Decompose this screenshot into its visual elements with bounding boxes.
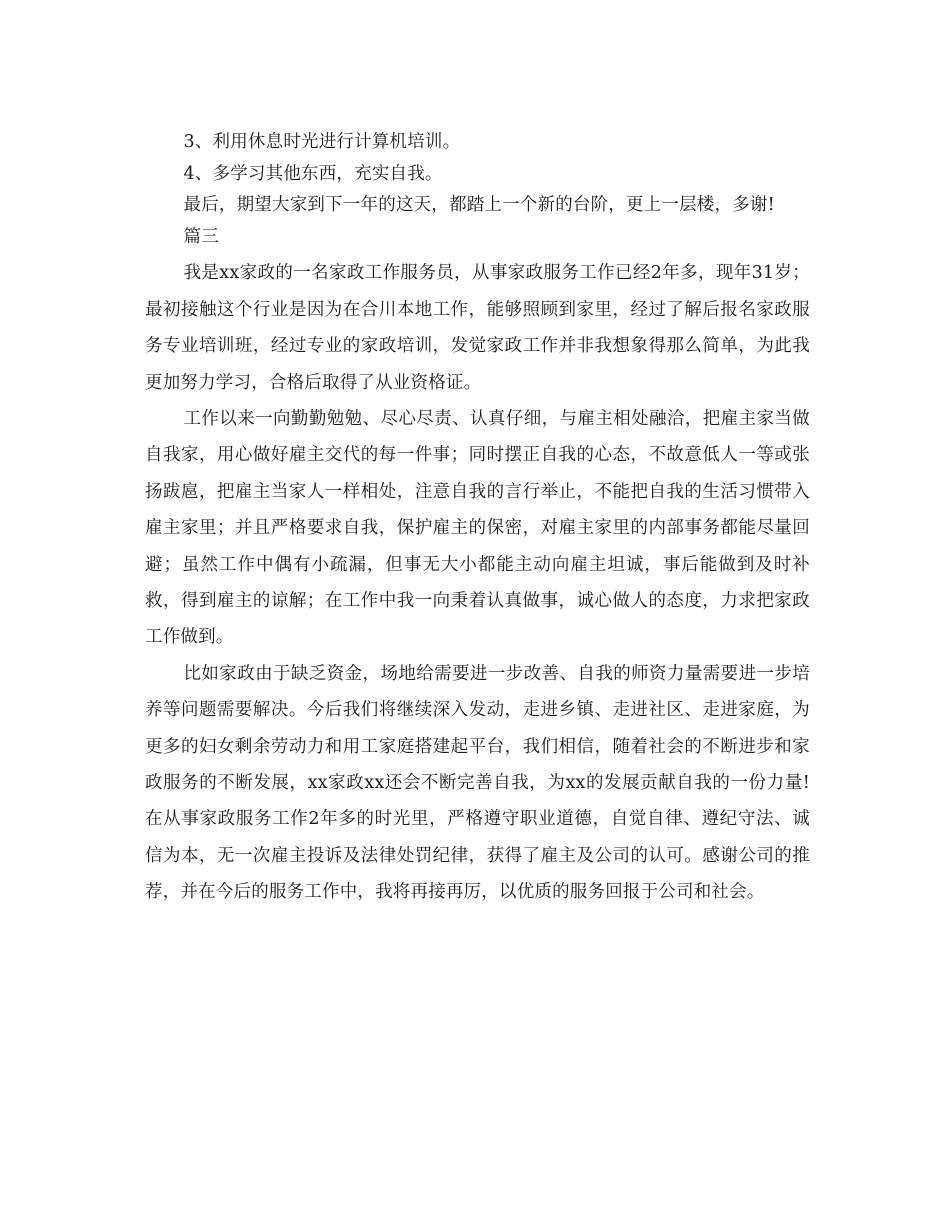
document-body — [145, 127, 810, 911]
body-paragraph-1: 我是xx家政的一名家政工作服务员，从事家政服务工作已经2年多，现年31岁；最初接触这个行业是因为在合川本地工作，能够照顾到家里，经过了解后报名家政服务专业培训班，经过专业的家政培训，发觉家政工作并非我想象得那么简单，为此我更加努力学习，合格后取得了从业资格证。 — [145, 263, 810, 393]
body-paragraph-3: 比如家政由于缺乏资金，场地给需要进一步改善、自我的师资力量需要进一步培养等问题需要解决。今后我们将继续深入发动，走进乡镇、走进社区、走进家庭，为更多的妇女剩余劳动力和用工家庭搭建起平台，我们相信，随着社会的不断进步和家政服务的不断发展，xx家政xx还会不断完善自我，为xx的发展贡献自我的一份力量!在从事家政服务工作2年多的时光里，严格遵守职业道德，自觉自律、遵纪守法、诚信为本，无一次雇主投诉及法律处罚纪律，获得了雇主及公司的认可。感谢公司的推荐，并在今后的服务工作中，我将再接再厉，以优质的服务回报于公司和社会。 — [145, 663, 810, 903]
list-item-3: 3、利用休息时光进行计算机培训。 — [183, 132, 461, 152]
closing-paragraph: 最后，期望大家到下一年的这天，都踏上一个新的台阶，更上一层楼，多谢! — [183, 195, 775, 216]
list-item-4: 4、多学习其他东西，充实自我。 — [183, 163, 443, 184]
section-heading: 篇三 — [183, 226, 219, 247]
body-paragraph-2: 工作以来一向勤勤勉勉、尽心尽责、认真仔细，与雇主相处融洽，把雇主家当做自我家，用心做好雇主交代的每一件事；同时摆正自我的心态，不故意低人一等或张扬跋扈，把雇主当家人一样相处，注意自我的言行举止，不能把自我的生活习惯带入雇主家里；并且严格要求自我，保护雇主的保密，对雇主家里的内部事务都能尽量回避；虽然工作中偶有小疏漏，但事无大小都能主动向雇主坦诚，事后能做到及时补救，得到雇主的谅解；在工作中我一向秉着认真做事，诚心做人的态度，力求把家政工作做到。 — [145, 409, 810, 648]
